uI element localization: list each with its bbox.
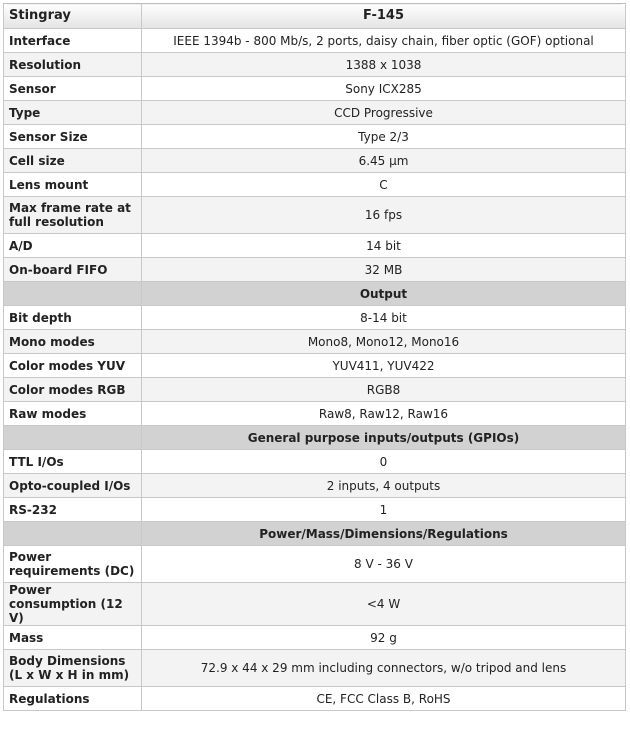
table-row (4, 173, 626, 197)
row-value: <4 W (142, 583, 626, 626)
table-row (4, 687, 626, 711)
table-row (4, 101, 626, 125)
row-label: Cell size (4, 149, 142, 173)
row-value: CE, FCC Class B, RoHS (142, 687, 626, 711)
row-label: Body Dimensions (L x W x H in mm) (4, 650, 142, 687)
table-row (4, 626, 626, 650)
row-value: 1388 x 1038 (142, 53, 626, 77)
row-label: Raw modes (4, 402, 142, 426)
table-row (4, 402, 626, 426)
row-label: Opto-coupled I/Os (4, 474, 142, 498)
row-label: Regulations (4, 687, 142, 711)
section-title: Power/Mass/Dimensions/Regulations (142, 522, 626, 546)
table-row (4, 650, 626, 687)
table-row (4, 330, 626, 354)
table-row (4, 197, 626, 234)
table-row (4, 583, 626, 626)
row-value: Raw8, Raw12, Raw16 (142, 402, 626, 426)
section-header-output (4, 282, 626, 306)
row-label: Power consumption (12 V) (4, 583, 142, 626)
table-header (4, 4, 626, 29)
spec-table-container (3, 3, 625, 711)
table-row (4, 234, 626, 258)
row-label: On-board FIFO (4, 258, 142, 282)
row-label: A/D (4, 234, 142, 258)
table-row (4, 258, 626, 282)
row-value: 92 g (142, 626, 626, 650)
row-value: 2 inputs, 4 outputs (142, 474, 626, 498)
table-row (4, 498, 626, 522)
row-value: Sony ICX285 (142, 77, 626, 101)
row-label: Mono modes (4, 330, 142, 354)
table-row (4, 306, 626, 330)
row-label: Bit depth (4, 306, 142, 330)
row-label: Resolution (4, 53, 142, 77)
product-name: Stingray (4, 4, 142, 29)
table-row (4, 474, 626, 498)
table-row (4, 125, 626, 149)
row-label: Power requirements (DC) (4, 546, 142, 583)
row-label: TTL I/Os (4, 450, 142, 474)
row-value: 6.45 µm (142, 149, 626, 173)
section-title: Output (142, 282, 626, 306)
row-value: 1 (142, 498, 626, 522)
table-row (4, 29, 626, 53)
row-value: 8-14 bit (142, 306, 626, 330)
row-label: Type (4, 101, 142, 125)
row-value: C (142, 173, 626, 197)
row-label: Color modes YUV (4, 354, 142, 378)
row-label: Sensor (4, 77, 142, 101)
row-value: YUV411, YUV422 (142, 354, 626, 378)
spec-table (3, 3, 626, 711)
table-row (4, 378, 626, 402)
model-name: F-145 (142, 4, 626, 29)
table-row (4, 149, 626, 173)
section-header-power (4, 522, 626, 546)
row-value: 16 fps (142, 197, 626, 234)
row-value: 32 MB (142, 258, 626, 282)
row-value: Mono8, Mono12, Mono16 (142, 330, 626, 354)
table-row (4, 354, 626, 378)
row-value: 0 (142, 450, 626, 474)
row-label: Sensor Size (4, 125, 142, 149)
row-value: CCD Progressive (142, 101, 626, 125)
table-row (4, 546, 626, 583)
table-row (4, 450, 626, 474)
table-row (4, 77, 626, 101)
section-title: General purpose inputs/outputs (GPIOs) (142, 426, 626, 450)
row-value: 72.9 x 44 x 29 mm including connectors, w/o tripod and lens (142, 650, 626, 687)
row-value: IEEE 1394b - 800 Mb/s, 2 ports, daisy chain, fiber optic (GOF) optional (142, 29, 626, 53)
row-value: RGB8 (142, 378, 626, 402)
row-value: 14 bit (142, 234, 626, 258)
section-header-gpio (4, 426, 626, 450)
row-value: 8 V - 36 V (142, 546, 626, 583)
row-label: Mass (4, 626, 142, 650)
row-label: Color modes RGB (4, 378, 142, 402)
row-label: RS-232 (4, 498, 142, 522)
row-label: Interface (4, 29, 142, 53)
row-value: Type 2/3 (142, 125, 626, 149)
row-label: Lens mount (4, 173, 142, 197)
row-label: Max frame rate at full resolution (4, 197, 142, 234)
table-row (4, 53, 626, 77)
